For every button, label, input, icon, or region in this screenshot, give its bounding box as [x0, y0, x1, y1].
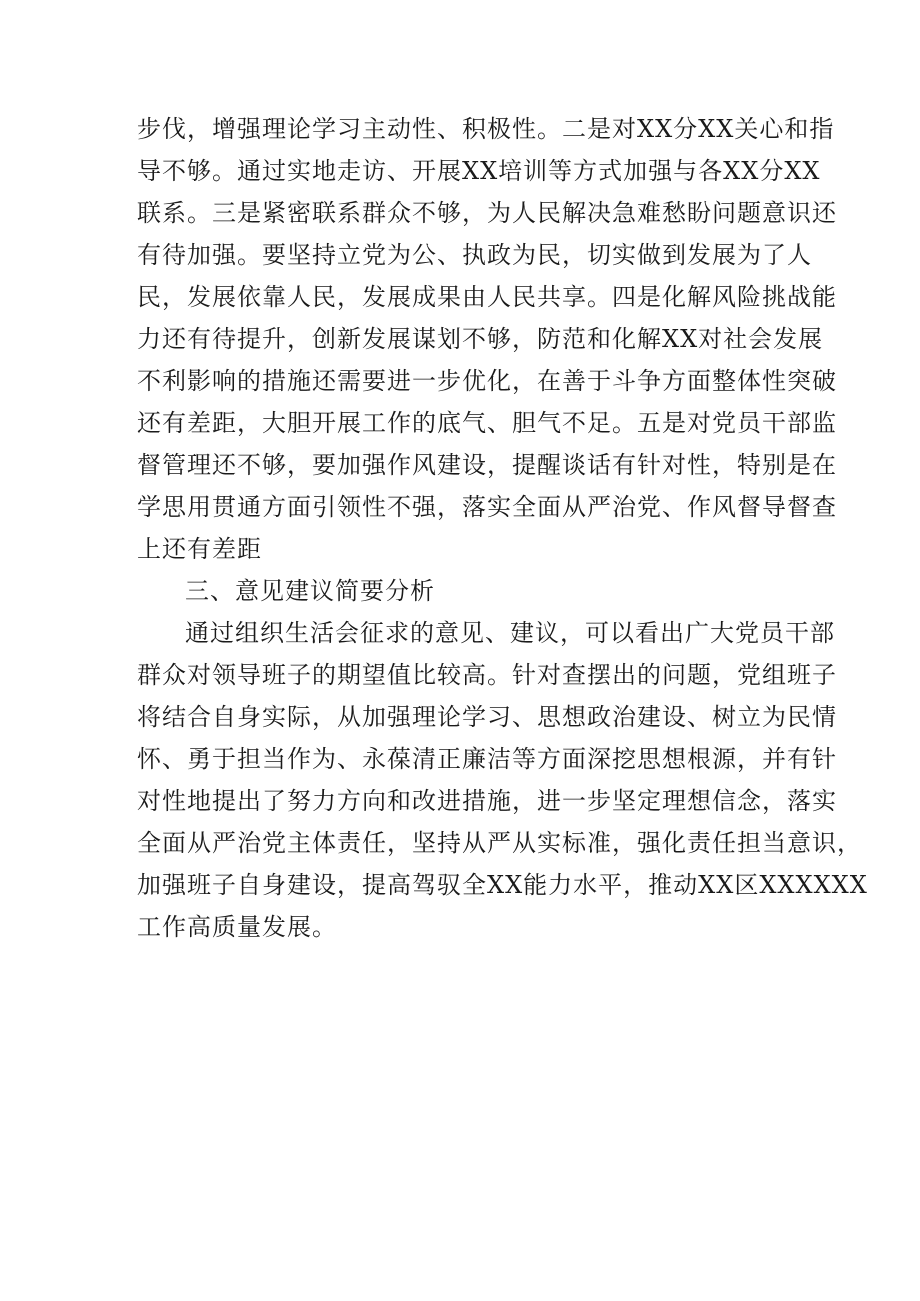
paragraph-1-line-10: 学思用贯通方面引领性不强，落实全面从严治党、作风督导督查	[137, 493, 837, 521]
paragraph-2-line-8: 工作高质量发展。	[137, 913, 337, 941]
paragraph-2	[137, 612, 868, 948]
paragraph-2-line-6: 全面从严治党主体责任，坚持从严从实标准，强化责任担当意识，	[137, 829, 862, 857]
paragraph-1-line-5: 民，发展依靠人民，发展成果由人民共享。四是化解风险挑战能	[137, 283, 837, 311]
paragraph-1-line-11: 上还有差距	[137, 535, 262, 563]
paragraph-1-line-9: 督管理还不够，要加强作风建设，提醒谈话有针对性，特别是在	[137, 451, 837, 479]
paragraph-2-line-7: 加强班子自身建设，提高驾驭全XX能力水平，推动XX区XXXXXX	[137, 871, 868, 899]
paragraph-1-line-8: 还有差距，大胆开展工作的底气、胆气不足。五是对党员干部监	[137, 409, 837, 437]
paragraph-2-line-1: 通过组织生活会征求的意见、建议，可以看出广大党员干部	[185, 619, 835, 647]
paragraph-2-line-4: 怀、勇于担当作为、永葆清正廉洁等方面深挖思想根源，并有针	[137, 745, 837, 773]
paragraph-2-line-5: 对性地提出了努力方向和改进措施，进一步坚定理想信念，落实	[137, 787, 837, 815]
paragraph-1-line-4: 有待加强。要坚持立党为公、执政为民，切实做到发展为了人	[137, 241, 812, 269]
paragraph-1-line-7: 不利影响的措施还需要进一步优化，在善于斗争方面整体性突破	[137, 367, 837, 395]
paragraph-1-line-3: 联系。三是紧密联系群众不够，为人民解决急难愁盼问题意识还	[137, 199, 837, 227]
paragraph-2-line-3: 将结合自身实际，从加强理论学习、思想政治建设、树立为民情	[137, 703, 837, 731]
paragraph-1-line-2: 导不够。通过实地走访、开展XX培训等方式加强与各XX分XX	[137, 157, 821, 185]
document-body	[137, 108, 868, 948]
paragraph-1-line-1: 步伐，增强理论学习主动性、积极性。二是对XX分XX关心和指	[137, 115, 835, 143]
paragraph-1-line-6: 力还有待提升，创新发展谋划不够，防范和化解XX对社会发展	[137, 325, 824, 353]
paragraph-2-line-2: 群众对领导班子的期望值比较高。针对查摆出的问题，党组班子	[137, 661, 837, 689]
paragraph-1	[137, 108, 837, 570]
section-heading: 三、意见建议简要分析	[185, 577, 435, 605]
